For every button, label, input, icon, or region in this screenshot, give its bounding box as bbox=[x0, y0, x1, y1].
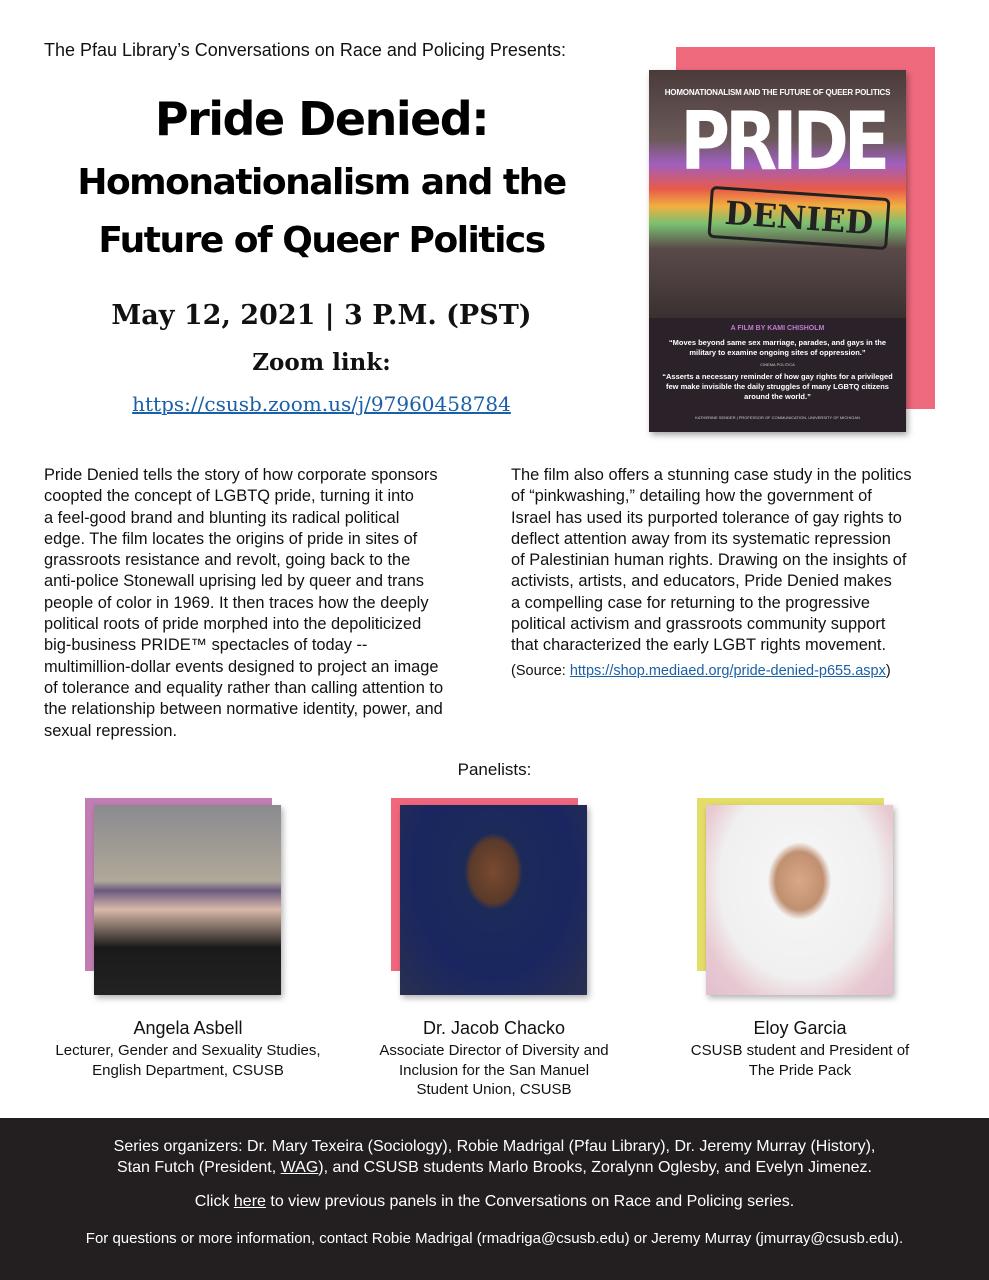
description-line: deflect attention away from its systematic repression bbox=[511, 529, 891, 548]
poster-quote-source: KATHERINE SENDER | PROFESSOR OF COMMUNICATION, UNIVERSITY OF MICHIGAN bbox=[695, 415, 860, 420]
description-left bbox=[44, 465, 494, 742]
organizers-text: Series organizers: Dr. Mary Texeira (Sociology), Robie Madrigal (Pfau Library), Dr. Jeremy Murray (History), Stan Futch (President, WAG), and CSUSB students Marlo Brooks, Zoralynn Oglesby, and Evelyn Jimenez. bbox=[113, 1138, 876, 1176]
description-line: The film also offers a stunning case study in the politics bbox=[511, 466, 912, 484]
poster-quote-source: CINEMA POLITICA bbox=[760, 362, 795, 367]
footer bbox=[0, 1118, 989, 1280]
description-line: a feel-good brand and blunting its radical political bbox=[44, 508, 400, 527]
panelists-heading: Panelists: bbox=[457, 760, 532, 779]
panelist-photo-eloy bbox=[706, 805, 893, 995]
film-poster bbox=[649, 70, 906, 432]
panelist-name: Eloy Garcia bbox=[753, 1018, 847, 1038]
panelist-photo-jacob bbox=[400, 805, 587, 995]
source-prefix: (Source: bbox=[511, 662, 570, 679]
panelist-name: Angela Asbell bbox=[133, 1018, 243, 1038]
description-line: sexual repression. bbox=[44, 721, 178, 740]
poster-quote: “Moves beyond same sex marriage, parades, and gays in the military to examine ongoing sites of oppression.” bbox=[668, 338, 887, 357]
panelist-photo-angela bbox=[94, 805, 281, 995]
wag-link[interactable]: WAG bbox=[280, 1159, 319, 1176]
poster-title: PRIDE bbox=[680, 95, 886, 188]
description-line: political activism and grassroots community support bbox=[511, 615, 886, 634]
description-line: grassroots resistance and revolt, going back to the bbox=[44, 551, 411, 570]
description-line: activists, artists, and educators, Pride Denied makes bbox=[511, 572, 892, 591]
panelist-role: Associate Director of Diversity and Inclusion for the San Manuel Student Union, CSUSB bbox=[379, 1042, 609, 1098]
zoom-link[interactable]: https://csusb.zoom.us/j/97960458784 bbox=[132, 392, 511, 416]
description-line: multimillion-dollar events designed to project an image bbox=[44, 657, 439, 676]
source-suffix: ) bbox=[885, 662, 891, 679]
source-citation bbox=[511, 661, 971, 682]
source-link[interactable]: https://shop.mediaed.org/pride-denied-p655.aspx bbox=[569, 662, 886, 679]
previous-panels-text: Click here to view previous panels in the Conversations on Race and Policing series. bbox=[194, 1193, 795, 1210]
event-title: Pride Denied: bbox=[154, 92, 489, 146]
poster-stamp: DENIED bbox=[707, 186, 890, 250]
description-line: people of color in 1969. It then traces how the deeply bbox=[44, 593, 429, 612]
poster-credit: A FILM BY KAMI CHISHOLM bbox=[730, 325, 825, 332]
here-link[interactable]: here bbox=[233, 1193, 266, 1210]
contact-text: For questions or more information, contact Robie Madrigal (rmadriga@csusb.edu) or Jeremy Murray (jmurray@csusb.edu). bbox=[85, 1230, 904, 1247]
description-line: coopted the concept of LGBTQ pride, turning it into bbox=[44, 487, 414, 506]
description-line: that characterized the early LGBT rights movement. bbox=[511, 636, 887, 655]
description-line: anti-police Stonewall uprising led by queer and trans bbox=[44, 572, 424, 591]
description-line: of Palestinian human rights. Drawing on the insights of bbox=[511, 551, 907, 570]
presents-line: The Pfau Library’s Conversations on Race and Policing Presents: bbox=[44, 40, 566, 60]
description-line: a compelling case for returning to the progressive bbox=[511, 593, 870, 612]
poster-quote: “Asserts a necessary reminder of how gay rights for a privileged few make invisible the daily struggles of many LGBTQ citizens around the world.” bbox=[662, 372, 893, 401]
panelist-name: Dr. Jacob Chacko bbox=[422, 1018, 566, 1038]
event-date: May 12, 2021 | 3 P.M. (PST) bbox=[111, 300, 532, 331]
description-line: big-business PRIDE™ spectacles of today -- bbox=[44, 636, 368, 655]
poster-subtitle: HOMONATIONALISM AND THE FUTURE OF QUEER POLITICS bbox=[664, 88, 891, 97]
panelist-role: CSUSB student and President of The Pride Pack bbox=[690, 1042, 910, 1079]
description-line: the relationship between normative identity, power, and bbox=[44, 700, 443, 719]
description-right bbox=[511, 465, 971, 682]
event-subtitle-line1: Homonationalism and the bbox=[77, 162, 566, 203]
description-line: of “pinkwashing,” detailing how the government of bbox=[511, 487, 872, 506]
description-line: Pride Denied tells the story of how corporate sponsors bbox=[44, 466, 438, 484]
zoom-label: Zoom link: bbox=[252, 349, 391, 376]
description-line: Israel has used its purported tolerance of gay rights to bbox=[511, 508, 902, 527]
description-line: edge. The film locates the origins of pride in sites of bbox=[44, 529, 418, 548]
description-line: political roots of pride morphed into the depoliticized bbox=[44, 615, 422, 634]
description-line: of tolerance and equality rather than calling attention to bbox=[44, 678, 444, 697]
event-subtitle-line2: Future of Queer Politics bbox=[98, 220, 545, 261]
panelist-role: Lecturer, Gender and Sexuality Studies, English Department, CSUSB bbox=[55, 1042, 321, 1079]
